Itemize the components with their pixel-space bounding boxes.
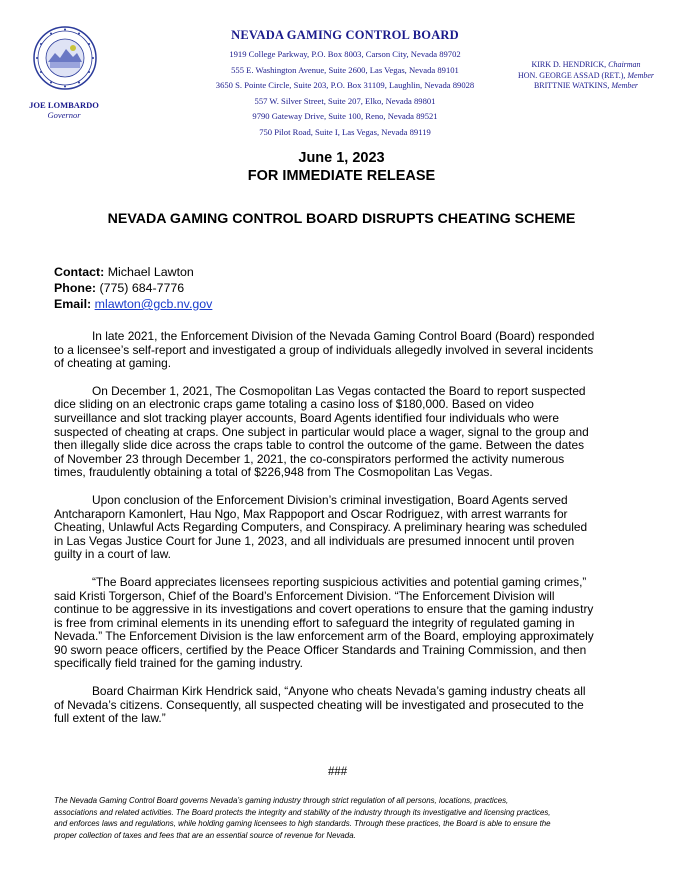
- governor-block: [14, 100, 114, 120]
- contact-block: [54, 264, 212, 312]
- paragraph-line: “The Board appreciates licensees reporting suspicious activities and potential gaming crimes,”: [92, 574, 587, 589]
- phone-line: [54, 280, 212, 296]
- footer-boilerplate: [54, 795, 638, 841]
- footer-line: associations and related activities. The Board protects the integrity and stability of the industry through its investigative and licensing practices,: [54, 807, 551, 817]
- footer-line: proper collection of taxes and fees that are an essential source of revenue for Nevada.: [54, 830, 356, 840]
- paragraph-line: times, fraudulently obtaining a total of $226,948 from The Cosmopolitan Las Vegas.: [54, 465, 493, 480]
- paragraph-line: said Kristi Torgerson, Chief of the Board’s Enforcement Division. “The Enforcement Division will: [54, 588, 555, 603]
- footer-line: and enforces laws and regulations, while holding gaming licensees to high standards. Through these practices, the Board is able to ensure the: [54, 819, 551, 828]
- board-member-role: Member: [611, 81, 639, 90]
- paragraph-line: suspected of cheating at craps. One subject in particular would place a wager, signal to the group and: [54, 424, 589, 439]
- contact-name: Michael Lawton: [107, 265, 194, 279]
- board-members: [500, 60, 672, 92]
- end-of-release-mark: ###: [328, 766, 348, 778]
- board-member-name: HON. GEORGE ASSAD (RET.),: [517, 70, 626, 80]
- email-label: Email:: [54, 297, 92, 311]
- contact-line: [54, 264, 212, 280]
- paragraph-line: Nevada.” The Enforcement Division is the law enforcement arm of the Board, employing approximately: [54, 629, 594, 644]
- paragraph-line: 90 sworn peace officers, certified by the Peace Officer Standards and Training Commission, and then: [54, 642, 587, 657]
- paragraph-line: specifically field trained for the gaming industry.: [54, 656, 303, 671]
- paragraph-line: Antcharaporn Kamonlert, Hau Ngo, Max Rappoport and Oscar Rodriguez, with arrest warrants for: [54, 506, 568, 521]
- paragraph-line: full extent of the law.”: [54, 711, 166, 726]
- board-member: [500, 81, 672, 92]
- paragraph-line: Upon conclusion of the Enforcement Division’s criminal investigation, Board Agents served: [92, 492, 568, 507]
- body-paragraph: [54, 685, 634, 726]
- board-member-name: KIRK D. HENDRICK,: [531, 60, 607, 69]
- governor-name: JOE LOMBARDO: [29, 100, 99, 110]
- paragraph-line: Board Chairman Kirk Hendrick said, “Anyone who cheats Nevada’s gaming industry cheats all: [92, 684, 586, 699]
- release-type: FOR IMMEDIATE RELEASE: [247, 168, 436, 184]
- body-paragraph: [54, 576, 634, 671]
- office-address: 750 Pilot Road, Suite I, Las Vegas, Nevada 89119: [259, 126, 431, 137]
- paragraph-line: is free from criminal elements in its unending effort to safeguard the integrity of regulated gaming in: [54, 615, 575, 630]
- phone-label: Phone:: [54, 281, 96, 295]
- nevada-state-seal-icon: [33, 26, 97, 90]
- paragraph-line: of November 23 through December 1, 2021, the co-conspirators performed the activity numerous: [54, 451, 565, 466]
- paragraph-line: to a licensee’s self-report and investigated a group of individuals allegedly involved in several incidents: [54, 342, 594, 357]
- agency-name: NEVADA GAMING CONTROL BOARD: [231, 28, 459, 42]
- paragraph-line: then illegally slide dice across the craps table to control the outcome of the game. Between the dates: [54, 438, 585, 453]
- paragraph-line: On December 1, 2021, The Cosmopolitan Las Vegas contacted the Board to report suspected: [92, 383, 586, 398]
- contact-label: Contact:: [54, 265, 105, 279]
- governor-title: Governor: [47, 110, 81, 120]
- phone-number: (775) 684-7776: [99, 281, 185, 295]
- office-address: 1919 College Parkway, P.O. Box 8003, Carson City, Nevada 89702: [229, 49, 461, 59]
- footer-line: The Nevada Gaming Control Board governs Nevada’s gaming industry through strict regulation of all persons, locations, practices,: [54, 796, 509, 805]
- email-link[interactable]: mlawton@gcb.nv.gov: [94, 297, 213, 311]
- press-release-headline: NEVADA GAMING CONTROL BOARD DISRUPTS CHEATING SCHEME: [107, 211, 576, 227]
- office-address: 9790 Gateway Drive, Suite 100, Reno, Nevada 89521: [252, 111, 438, 121]
- paragraph-line: surveillance and slot tracking player accounts, Board Agents identified four individuals who were: [54, 410, 559, 425]
- agency-letterhead: [180, 28, 510, 140]
- paragraph-line: dice sliding on an electronic craps game totaling a casino loss of $180,000. Based on video: [54, 397, 534, 412]
- body-paragraph: [54, 330, 634, 371]
- office-address: 3650 S. Pointe Circle, Suite 203, P.O. Box 31109, Laughlin, Nevada 89028: [215, 80, 475, 90]
- paragraph-line: In late 2021, the Enforcement Division of the Nevada Gaming Control Board (Board) responded: [92, 329, 595, 343]
- board-member-role: Member: [627, 70, 655, 80]
- board-member: [500, 71, 672, 82]
- release-body: [54, 330, 634, 740]
- release-date: June 1, 2023: [298, 150, 385, 166]
- office-address: 557 W. Silver Street, Suite 207, Elko, Nevada 89801: [254, 95, 436, 106]
- board-member-name: BRITTNIE WATKINS,: [533, 81, 610, 90]
- paragraph-line: in Las Vegas Justice Court for June 1, 2023, and all individuals are presumed innocent until proven: [54, 533, 575, 548]
- paragraph-line: Cheating, Unlawful Acts Regarding Computers, and Conspiracy. A preliminary hearing was scheduled: [54, 520, 588, 535]
- office-address: 555 E. Washington Avenue, Suite 2600, Las Vegas, Nevada 89101: [231, 64, 459, 75]
- paragraph-line: guilty in a court of law.: [54, 547, 171, 562]
- paragraph-line: continue to be aggressive in its investigations and covert operations to ensure that the gaming industry: [54, 602, 594, 617]
- paragraph-line: of cheating at gaming.: [54, 356, 172, 371]
- email-line: [54, 296, 212, 312]
- body-paragraph: [54, 385, 634, 480]
- board-member: [500, 60, 672, 71]
- board-member-role: Chairman: [608, 60, 641, 69]
- paragraph-line: of Nevada’s citizens. Consequently, all suspected cheating will be investigated and prosecuted to the: [54, 697, 584, 712]
- release-date-block: [0, 149, 683, 185]
- body-paragraph: [54, 494, 634, 562]
